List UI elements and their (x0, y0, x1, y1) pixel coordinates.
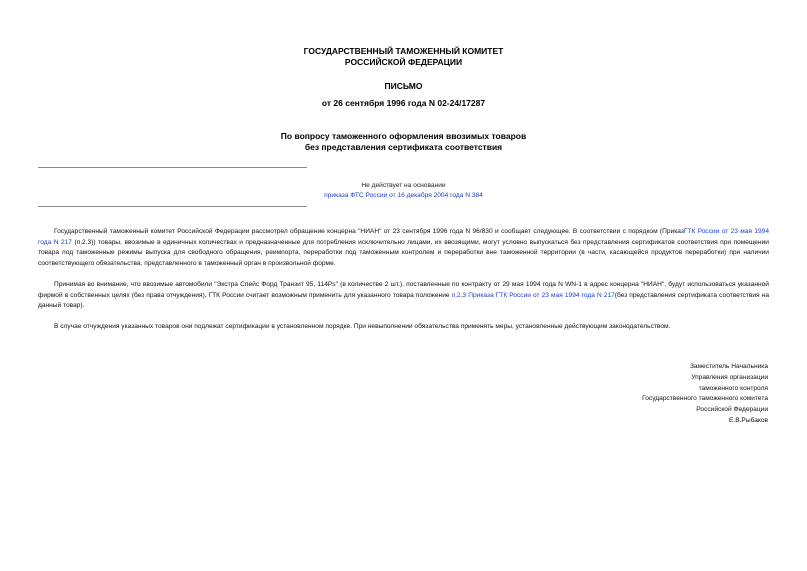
notice-text: Не действует на основании (361, 182, 446, 189)
signature-line-2: Управления организации (691, 373, 768, 381)
paragraph-2-link[interactable]: п.2.3 Приказа ГТК России от 23 мая 1994 года N 217 (451, 291, 615, 299)
document-subject-line2: без представления сертификата соответствия (304, 142, 503, 152)
body-paragraph-3: В случае отчуждения указанных товаров они подлежат сертификации в установленном порядке. При невыполнении обязательства применять меры, установленные действующим законодательством. (54, 323, 671, 330)
paragraph-1-text-b: (п.2.3)) товары, ввозимые в единичных количествах и предназначенные для потребления исключительно лицами, их ввозящими, могут условно выпускаться без представления сертификатов соответствия при помещении товара под таможенные режимы выпуска для свободного обращения, реимпорта, переработки под таможенным контролем и переработки вне таможенной территории (в части, касающейся продуктов переработки) при наличии соответствующего обязательства, представленного в таможенный орган в произвольной форме. (38, 238, 769, 268)
signature-line-3: таможенного контроля (698, 384, 768, 392)
document-subject (0, 131, 807, 153)
organization-title (0, 46, 807, 68)
signature-block (642, 362, 768, 427)
document-type: ПИСЬМО (384, 81, 423, 91)
divider-top (38, 167, 307, 168)
divider-bottom (38, 206, 307, 207)
notice-link[interactable]: приказа ФТС России от 16 декабря 2004 года N 384 (324, 192, 483, 199)
paragraph-2-text-a: Принимая во внимание, что ввозимые автомобили "Экстра Спейс Форд Транзит 95, 114Ps" (в количестве 2 шт.), поставленные по контракту от 29 мая 1994 года N WN-1 в адрес концерна "НИАН", будут использоваться указанной фирмой в собственных целях (без права отчуждения), ГТК России считает возможным применить для указанного товара положение (38, 281, 769, 299)
document-subject-line1: По вопросу таможенного оформления ввозимых товаров (280, 131, 527, 141)
signature-name: Е.В.Рыбаков (728, 416, 768, 424)
paragraph-1-link[interactable]: ГТК России от 23 мая 1994 года N 217 (38, 228, 769, 246)
organization-title-line1: ГОСУДАРСТВЕННЫЙ ТАМОЖЕННЫЙ КОМИТЕТ (303, 46, 504, 56)
signature-line-4: Государственного таможенного комитета (642, 395, 768, 403)
body-paragraph-1 (38, 227, 769, 270)
body-paragraph-2 (38, 280, 769, 312)
paragraph-2-text-b: (без представления сертификата соответствия на данный товар). (38, 291, 770, 310)
organization-title-line2: РОССИЙСКОЙ ФЕДЕРАЦИИ (344, 57, 463, 67)
paragraph-1-text-a: Государственный таможенный комитет Российской Федерации рассмотрел обращение концерна "НИАН" от 23 сентября 1996 года N 96/830 и сообщает следующее. В соответствии с порядком (Приказ (54, 228, 684, 235)
signature-line-5: Российской Федерации (696, 406, 768, 414)
signature-line-1: Заместитель Начальника (689, 363, 768, 370)
document-date: от 26 сентября 1996 года N 02-24/17287 (321, 98, 486, 108)
